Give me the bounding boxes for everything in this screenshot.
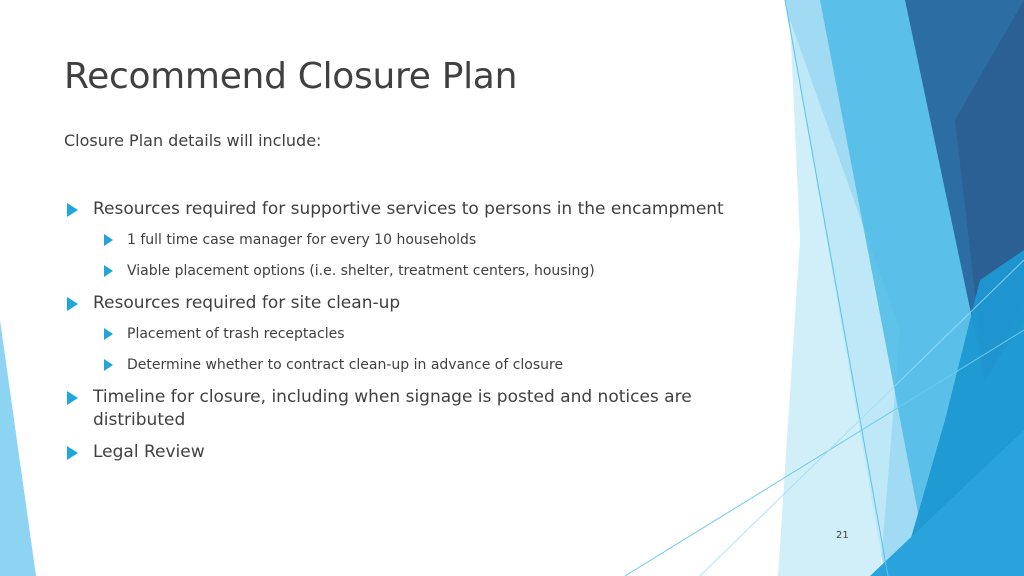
sub-bullet-item [64,355,744,375]
sub-bullet-item [64,324,744,344]
bullet-text: Resources required for site clean-up [93,293,401,313]
sub-bullet-text: Viable placement options (i.e. shelter, treatment centers, housing) [127,263,595,279]
bullet-arrow-icon [104,328,113,340]
sub-bullet-text: Placement of trash receptacles [127,326,345,342]
bullet-item [64,198,744,221]
page-number: 21 [836,530,849,541]
bullet-item [64,292,744,315]
slide-subtitle: Closure Plan details will include: [64,131,322,150]
bullet-item [64,386,744,432]
bullet-arrow-icon [67,446,78,460]
left-edge-shape [0,320,36,576]
sub-bullet-item [64,230,744,250]
bullet-arrow-icon [104,265,113,277]
slide-title: Recommend Closure Plan [64,56,518,97]
bullet-arrow-icon [67,297,78,311]
bullet-arrow-icon [67,391,78,405]
bullet-text: Timeline for closure, including when signage is posted and notices are distributed [93,387,692,430]
sub-bullet-text: 1 full time case manager for every 10 households [127,232,477,248]
sub-bullet-item [64,261,744,281]
bullet-arrow-icon [104,234,113,246]
bullet-text: Legal Review [93,442,205,462]
bullet-arrow-icon [104,359,113,371]
bullet-text: Resources required for supportive services to persons in the encampment [93,199,724,219]
sub-bullet-text: Determine whether to contract clean-up in advance of closure [127,357,564,373]
bullet-item [64,441,744,464]
bullet-list [64,198,744,473]
bullet-arrow-icon [67,203,78,217]
